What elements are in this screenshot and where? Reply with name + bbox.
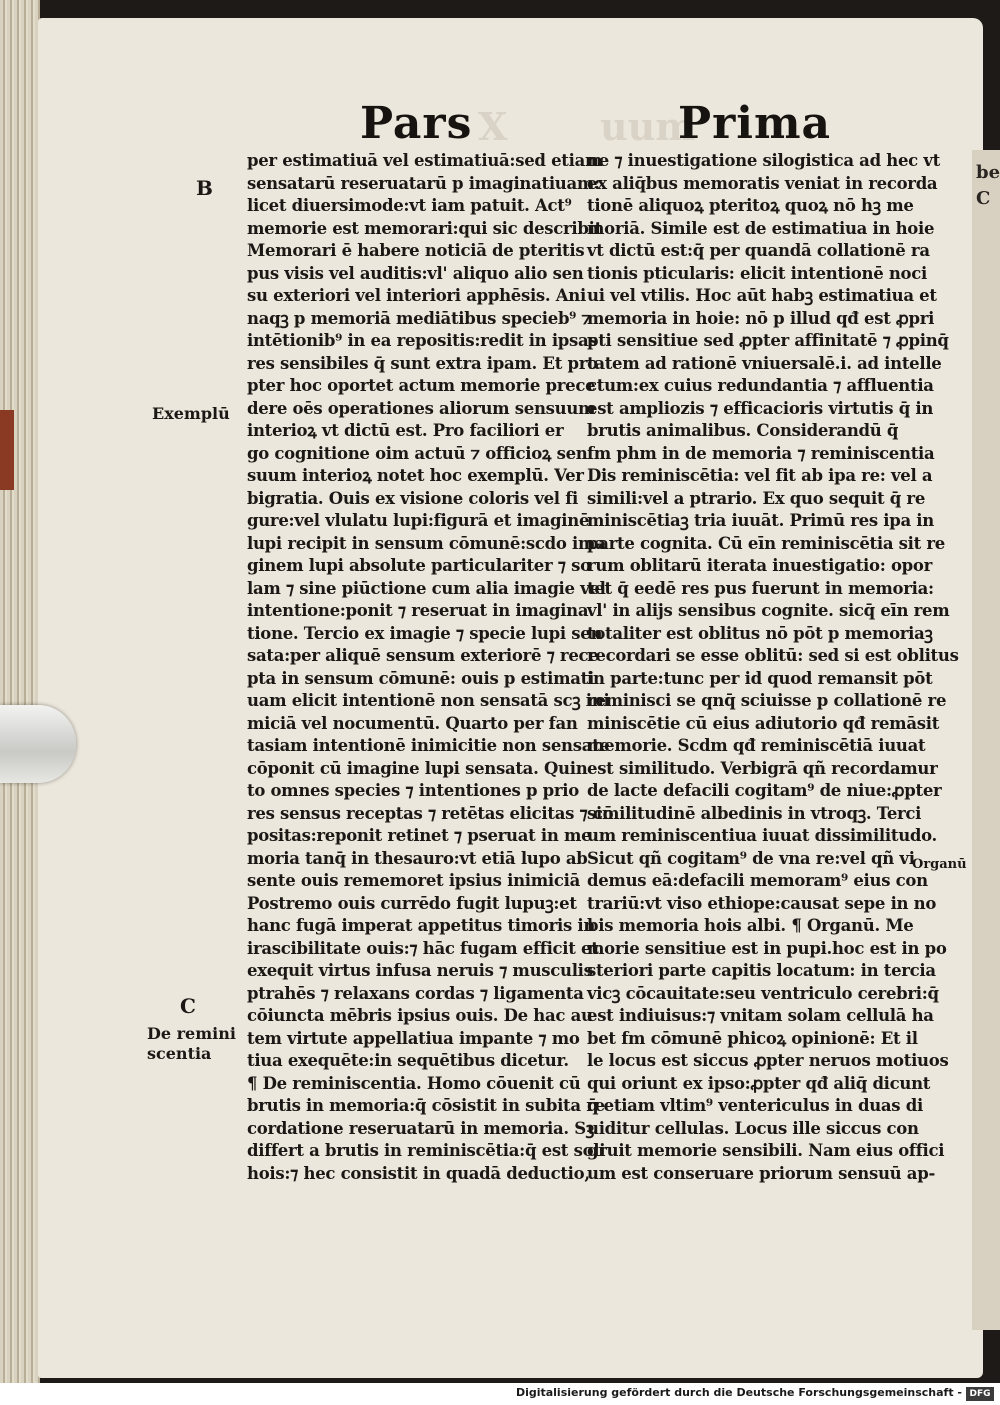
text-line: memorie est memorari:qui sic describit [247, 218, 602, 238]
text-line: ex aliq̄bus memoratis veniat in recorda [587, 173, 938, 193]
text-line: tem virtute appellatiua impante ⁊ mo [247, 1028, 580, 1048]
text-line: vl' in alijs sensibus cognite. sicq̄ eīn rem [587, 601, 950, 620]
text-line: est ampliozis ⁊ efficacioris virtutis q̄ in [587, 398, 934, 418]
text-line: ptrahēs ⁊ relaxans cordas ⁊ ligamenta [247, 983, 584, 1003]
text-line: differt a brutis in reminiscētia:q̄ est soli [247, 1141, 606, 1160]
running-head-left: Pars [360, 98, 473, 149]
text-line: qui oriunt ex ipso:ꝓpter qđ aliq̄ dicunt [587, 1073, 931, 1093]
text-line: ginem lupi absolute particulariter ⁊ so [247, 556, 591, 575]
text-line: est indiuisus:⁊ vnitam solam cellulā ha [587, 1006, 934, 1025]
text-line: to omnes species ⁊ intentiones p prio [247, 781, 579, 800]
right-text-column [587, 150, 959, 1185]
text-line: res sensus receptas ⁊ retētas elicitas ⁊ cō [247, 803, 614, 823]
text-line: le locus est siccus ꝓpter neruos motiuos [587, 1051, 949, 1070]
text-line: est similitudo. Verbigrā qñ recordamur [587, 758, 938, 778]
text-line: uam elicit intentionē non sensatā scꝫ ini [247, 691, 610, 710]
text-line: ne ⁊ inuestigatione silogistica ad hec vt [587, 151, 940, 170]
text-line: bis memoria hois albi. ¶ Organū. Me [587, 916, 914, 935]
next-page-text: be C [976, 162, 1000, 209]
text-line: suum interioꝝ notet hoc exemplū. Ver [247, 466, 584, 485]
text-line: brutis animalibus. Considerandū q̄ [587, 421, 899, 440]
margin-note-exemplum: Exemplū [152, 404, 230, 423]
text-line: pta in sensum cōmunē: ouis p estimati [247, 668, 594, 688]
text-line: de lacte defacili cogitam⁹ de niue:ꝓpter [587, 781, 942, 800]
text-line: sente ouis rememoret ipsius inimiciā [247, 871, 580, 890]
text-line: intētionib⁹ in ea repositis:redit in ipsas [247, 331, 598, 350]
page-edges [0, 0, 40, 1383]
text-line: simili:vel a ptrario. Ex quo sequit q̄ re [587, 488, 926, 508]
show-through-text-a: X [478, 104, 508, 149]
next-page-strip [972, 150, 1000, 1330]
binding-ribbon [0, 410, 14, 490]
text-line: naqꝫ p memoriā mediātibus specieb⁹ ⁊ [247, 308, 591, 328]
text-line: tasiam intentionē inimicitie non sensate [247, 736, 610, 755]
text-line: rum oblitarū iterata inuestigatio: opor [587, 556, 932, 575]
text-line: totaliter est oblitus nō pōt p memoriaꝫ [587, 623, 933, 643]
text-line: ui vel vtilis. Hoc aūt habꝫ estimatiua et [587, 286, 937, 305]
text-line: moriā. Simile est de estimatiua in hoie [587, 218, 935, 238]
text-line: gure:vel vlulatu lupi:figurā et imaginē [247, 511, 590, 530]
text-line: res sensibiles q̄ sunt extra ipam. Et pro [247, 353, 598, 373]
margin-note-de-reminiscentia [147, 1024, 236, 1064]
dfg-logo: DFG [966, 1387, 994, 1401]
text-line: tatem ad rationē vniuersalē.i. ad intelle [587, 353, 942, 373]
text-line: steriori parte capitis locatum: in tercia [587, 961, 936, 980]
text-line: uiditur cellulas. Locus ille siccus con [587, 1118, 919, 1138]
text-line: intentione:ponit ⁊ reseruat in imagina [247, 601, 589, 620]
text-line: ctum:ex cuius redundantia ⁊ affluentia [587, 376, 934, 395]
margin-note-organum: Organū [912, 857, 967, 872]
left-text-column [247, 150, 614, 1185]
text-line: similitudinē albedinis in vtroqꝫ. Terci [587, 803, 922, 823]
text-line: tionis pticularis: elicit intentionē noci [587, 263, 927, 283]
running-head-right: Prima [678, 98, 832, 149]
text-line: pus visis vel auditis:vl' aliquo alio sen [247, 263, 584, 283]
text-line: parte cognita. Cū eīn reminiscētia sit re [587, 533, 945, 553]
text-line: cordatione reseruatarū in memoria. Sꝫ [247, 1118, 595, 1138]
text-line: licet diuersimode:vt iam patuit. Act⁹ [247, 196, 572, 215]
text-line: Dis reminiscētia: vel fit ab ipa re: vel a [587, 466, 933, 485]
text-line: interioꝝ vt dictū est. Pro faciliori er [247, 421, 564, 440]
text-line: positas:reponit retinet ⁊ pseruat in me [247, 826, 592, 845]
footer-credit: Digitalisierung gefördert durch die Deutsche Forschungsgemeinschaft - [515, 1386, 962, 1399]
text-line: vicꝫ cōcauitate:seu ventriculo cerebri:q̄ [587, 983, 939, 1003]
margin-note-c: C [180, 994, 196, 1018]
text-line: miniscētiaꝫ tria iuuāt. Primū res ipa in [587, 511, 934, 530]
text-line: cōiuncta mēbris ipsius ouis. De hac au [247, 1006, 593, 1025]
text-line: miniscētie cū eius adiutorio qđ remāsit [587, 713, 940, 733]
text-line: sensatarū reseruatarū p imaginatiuam: [247, 173, 600, 193]
text-line: lam ⁊ sine piūctione cum alia imagie vel [247, 578, 606, 598]
text-line: miciā vel nocumentū. Quarto per fan [247, 713, 578, 733]
text-line: su exteriori vel interiori apphēsis. Ani [247, 286, 586, 305]
text-line: pti sensitiue sed ꝓpter affinitatē ⁊ ꝓpinq̄ [587, 331, 949, 350]
text-line: memoria in hoie: nō p illud qđ est ꝓpri [587, 308, 935, 328]
text-line: um est conseruare priorum sensuū ap- [587, 1163, 935, 1183]
text-line: brutis in memoria:q̄ cōsistit in subita re [247, 1096, 605, 1115]
page-clip [0, 705, 76, 783]
text-line: per estimatiuā vel estimatiuā:sed etiam [247, 151, 603, 170]
text-line: bigratia. Ouis ex visione coloris vel fi [247, 488, 578, 508]
text-line: trariū:vt viso ethiope:causat sepe in no [587, 893, 937, 913]
text-line: go cognitione oim actuū ⁊ officioꝝ sen [247, 443, 588, 463]
margin-note-line-2: scentia [147, 1044, 212, 1063]
text-line: lupi recipit in sensum cōmunē:scdo ima [247, 533, 606, 553]
text-line: exequit virtus infusa neruis ⁊ musculis [247, 961, 593, 980]
footer-bar [0, 1383, 1000, 1405]
text-line: gruit memorie sensibili. Nam eius offici [587, 1141, 945, 1160]
text-line: bet fm cōmunē phicoꝝ opinionē: Et il [587, 1028, 918, 1048]
text-line: irascibilitate ouis:⁊ hāc fugam efficit et [247, 938, 599, 958]
margin-note-line-1: De remini [147, 1024, 236, 1043]
text-line: moria tanq̄ in thesauro:vt etiā lupo ab [247, 848, 588, 868]
margin-note-b: B [196, 176, 213, 200]
text-line: dere oēs operationes aliorum sensuum [247, 398, 596, 418]
text-line: hois:⁊ hec consistit in quadā deductio, [247, 1163, 590, 1183]
text-line: sata:per aliquē sensum exteriorē ⁊ rece [247, 646, 599, 665]
show-through-text-b: uum [600, 104, 696, 149]
text-line: Sicut qñ cogitam⁹ de vna re:vel qñ vi [587, 848, 915, 868]
text-line: Postremo ouis currēdo fugit lupuꝫ:et [247, 893, 577, 913]
text-line: reminisci se qnq̄ sciuisse p collationē re [587, 691, 947, 710]
text-line: fm phm in de memoria ⁊ reminiscentia [587, 443, 935, 463]
text-line: ¶ De reminiscentia. Homo cōuenit cū [247, 1073, 581, 1093]
text-line: tione. Tercio ex imagie ⁊ specie lupi sen [247, 623, 603, 643]
text-line: tet q̄ eedē res pus fuerunt in memoria: [587, 578, 934, 598]
text-line: pter hoc oportet actum memorie prece [247, 376, 596, 395]
text-line: recordari se esse oblitū: sed si est oblitus [587, 646, 959, 665]
text-line: hanc fugā imperat appetitus timoris in [247, 916, 596, 935]
text-line: cōponit cū imagine lupi sensata. Quin [247, 758, 588, 778]
text-line: Memorari ē habere noticiā de pteritis [247, 241, 585, 260]
text-line: q̄ etiam vltim⁹ ventericulus in duas di [587, 1096, 923, 1115]
text-line: tionē aliquoꝝ pteritoꝝ quoꝝ nō hꝫ me [587, 196, 914, 215]
text-line: demus eā:defacili memoram⁹ eius con [587, 871, 928, 890]
text-line: morie sensitiue est in pupi.hoc est in po [587, 938, 947, 958]
text-line: um reminiscentiua iuuat dissimilitudo. [587, 826, 937, 845]
text-line: memorie. Scdm qđ reminiscētiā iuuat [587, 736, 926, 755]
text-line: vt dictū est:q̄ per quandā collationē ra [587, 241, 930, 260]
text-line: in parte:tunc per id quod remansit pōt [587, 668, 933, 688]
text-line: tiua exequēte:in sequētibus dicetur. [247, 1051, 569, 1070]
